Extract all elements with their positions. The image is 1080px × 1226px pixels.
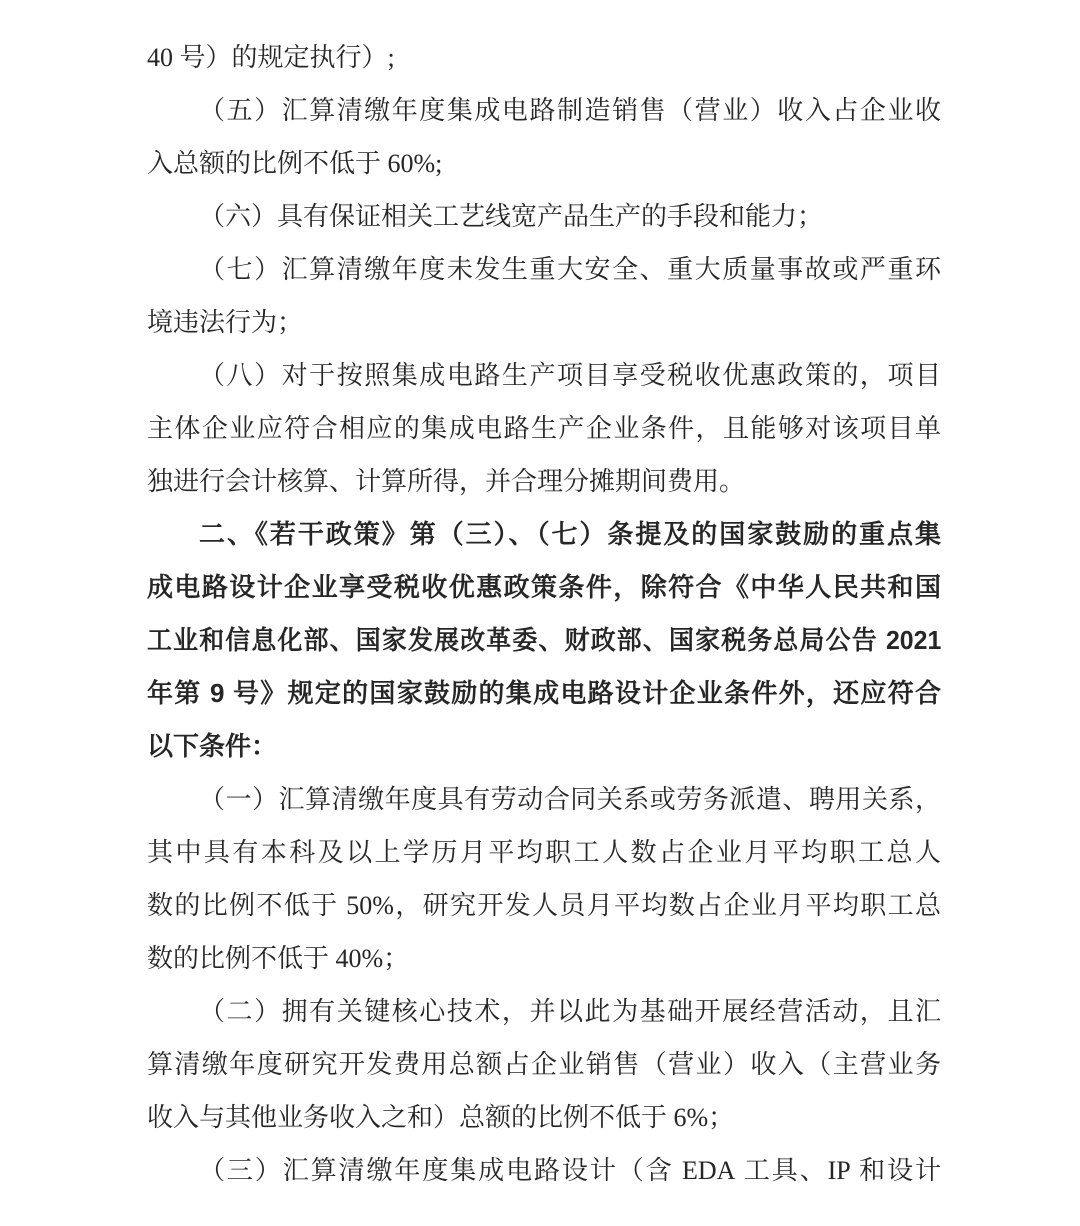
text-line: 年第 9 号》规定的国家鼓励的集成电路设计企业条件外，还应符合 [147,678,941,708]
paragraph-3 [147,190,941,243]
text-line: 以下条件： [147,731,278,761]
paragraph-1 [147,31,941,84]
paragraph-7 [147,773,941,985]
text-line: 其中具有本科及以上学历月平均职工人数占企业月平均职工总人 [147,838,941,867]
text-line: 40 号）的规定执行）; [147,43,395,72]
text-line: 工业和信息化部、国家发展改革委、财政部、国家税务总局公告 2021 [147,625,942,655]
text-line: 收入与其他业务收入之和）总额的比例不低于 6%； [147,1103,735,1132]
paragraph-4 [147,243,941,349]
text-line: 二、《若干政策》第（三）、（七）条提及的国家鼓励的重点集 [199,519,941,549]
text-line: （六）具有保证相关工艺线宽产品生产的手段和能力； [199,202,824,231]
paragraph-2 [147,84,941,190]
text-line: 境违法行为； [147,308,304,337]
paragraph-8 [147,985,941,1144]
text-line: 主体企业应符合相应的集成电路生产企业条件，且能够对该项目单 [147,414,941,443]
text-line: 成电路设计企业享受税收优惠政策条件，除符合《中华人民共和国 [147,572,941,602]
text-line: （八）对于按照集成电路生产项目享受税收优惠政策的，项目 [199,361,941,390]
text-line: （二）拥有关键核心技术，并以此为基础开展经营活动，且汇 [199,997,941,1026]
text-line: （一）汇算清缴年度具有劳动合同关系或劳务派遣、聘用关系， [199,785,941,814]
text-line: 算清缴年度研究开发费用总额占企业销售（营业）收入（主营业务 [147,1050,941,1079]
paragraph-5 [147,349,941,508]
text-line: 数的比例不低于 40%； [147,944,410,973]
document-content [147,31,941,1197]
text-line: 入总额的比例不低于 60%; [147,149,443,178]
paragraph-6 [147,508,941,773]
text-line: （三）汇算清缴年度集成电路设计（含 EDA 工具、IP 和设计 [199,1156,941,1185]
paragraph-9 [147,1144,941,1197]
text-line: 独进行会计核算、计算所得，并合理分摊期间费用。 [147,467,746,496]
text-line: 数的比例不低于 50%，研究开发人员月平均数占企业月平均职工总 [147,891,941,920]
text-line: （七）汇算清缴年度未发生重大安全、重大质量事故或严重环 [199,255,941,284]
text-line: （五）汇算清缴年度集成电路制造销售（营业）收入占企业收 [199,96,941,125]
